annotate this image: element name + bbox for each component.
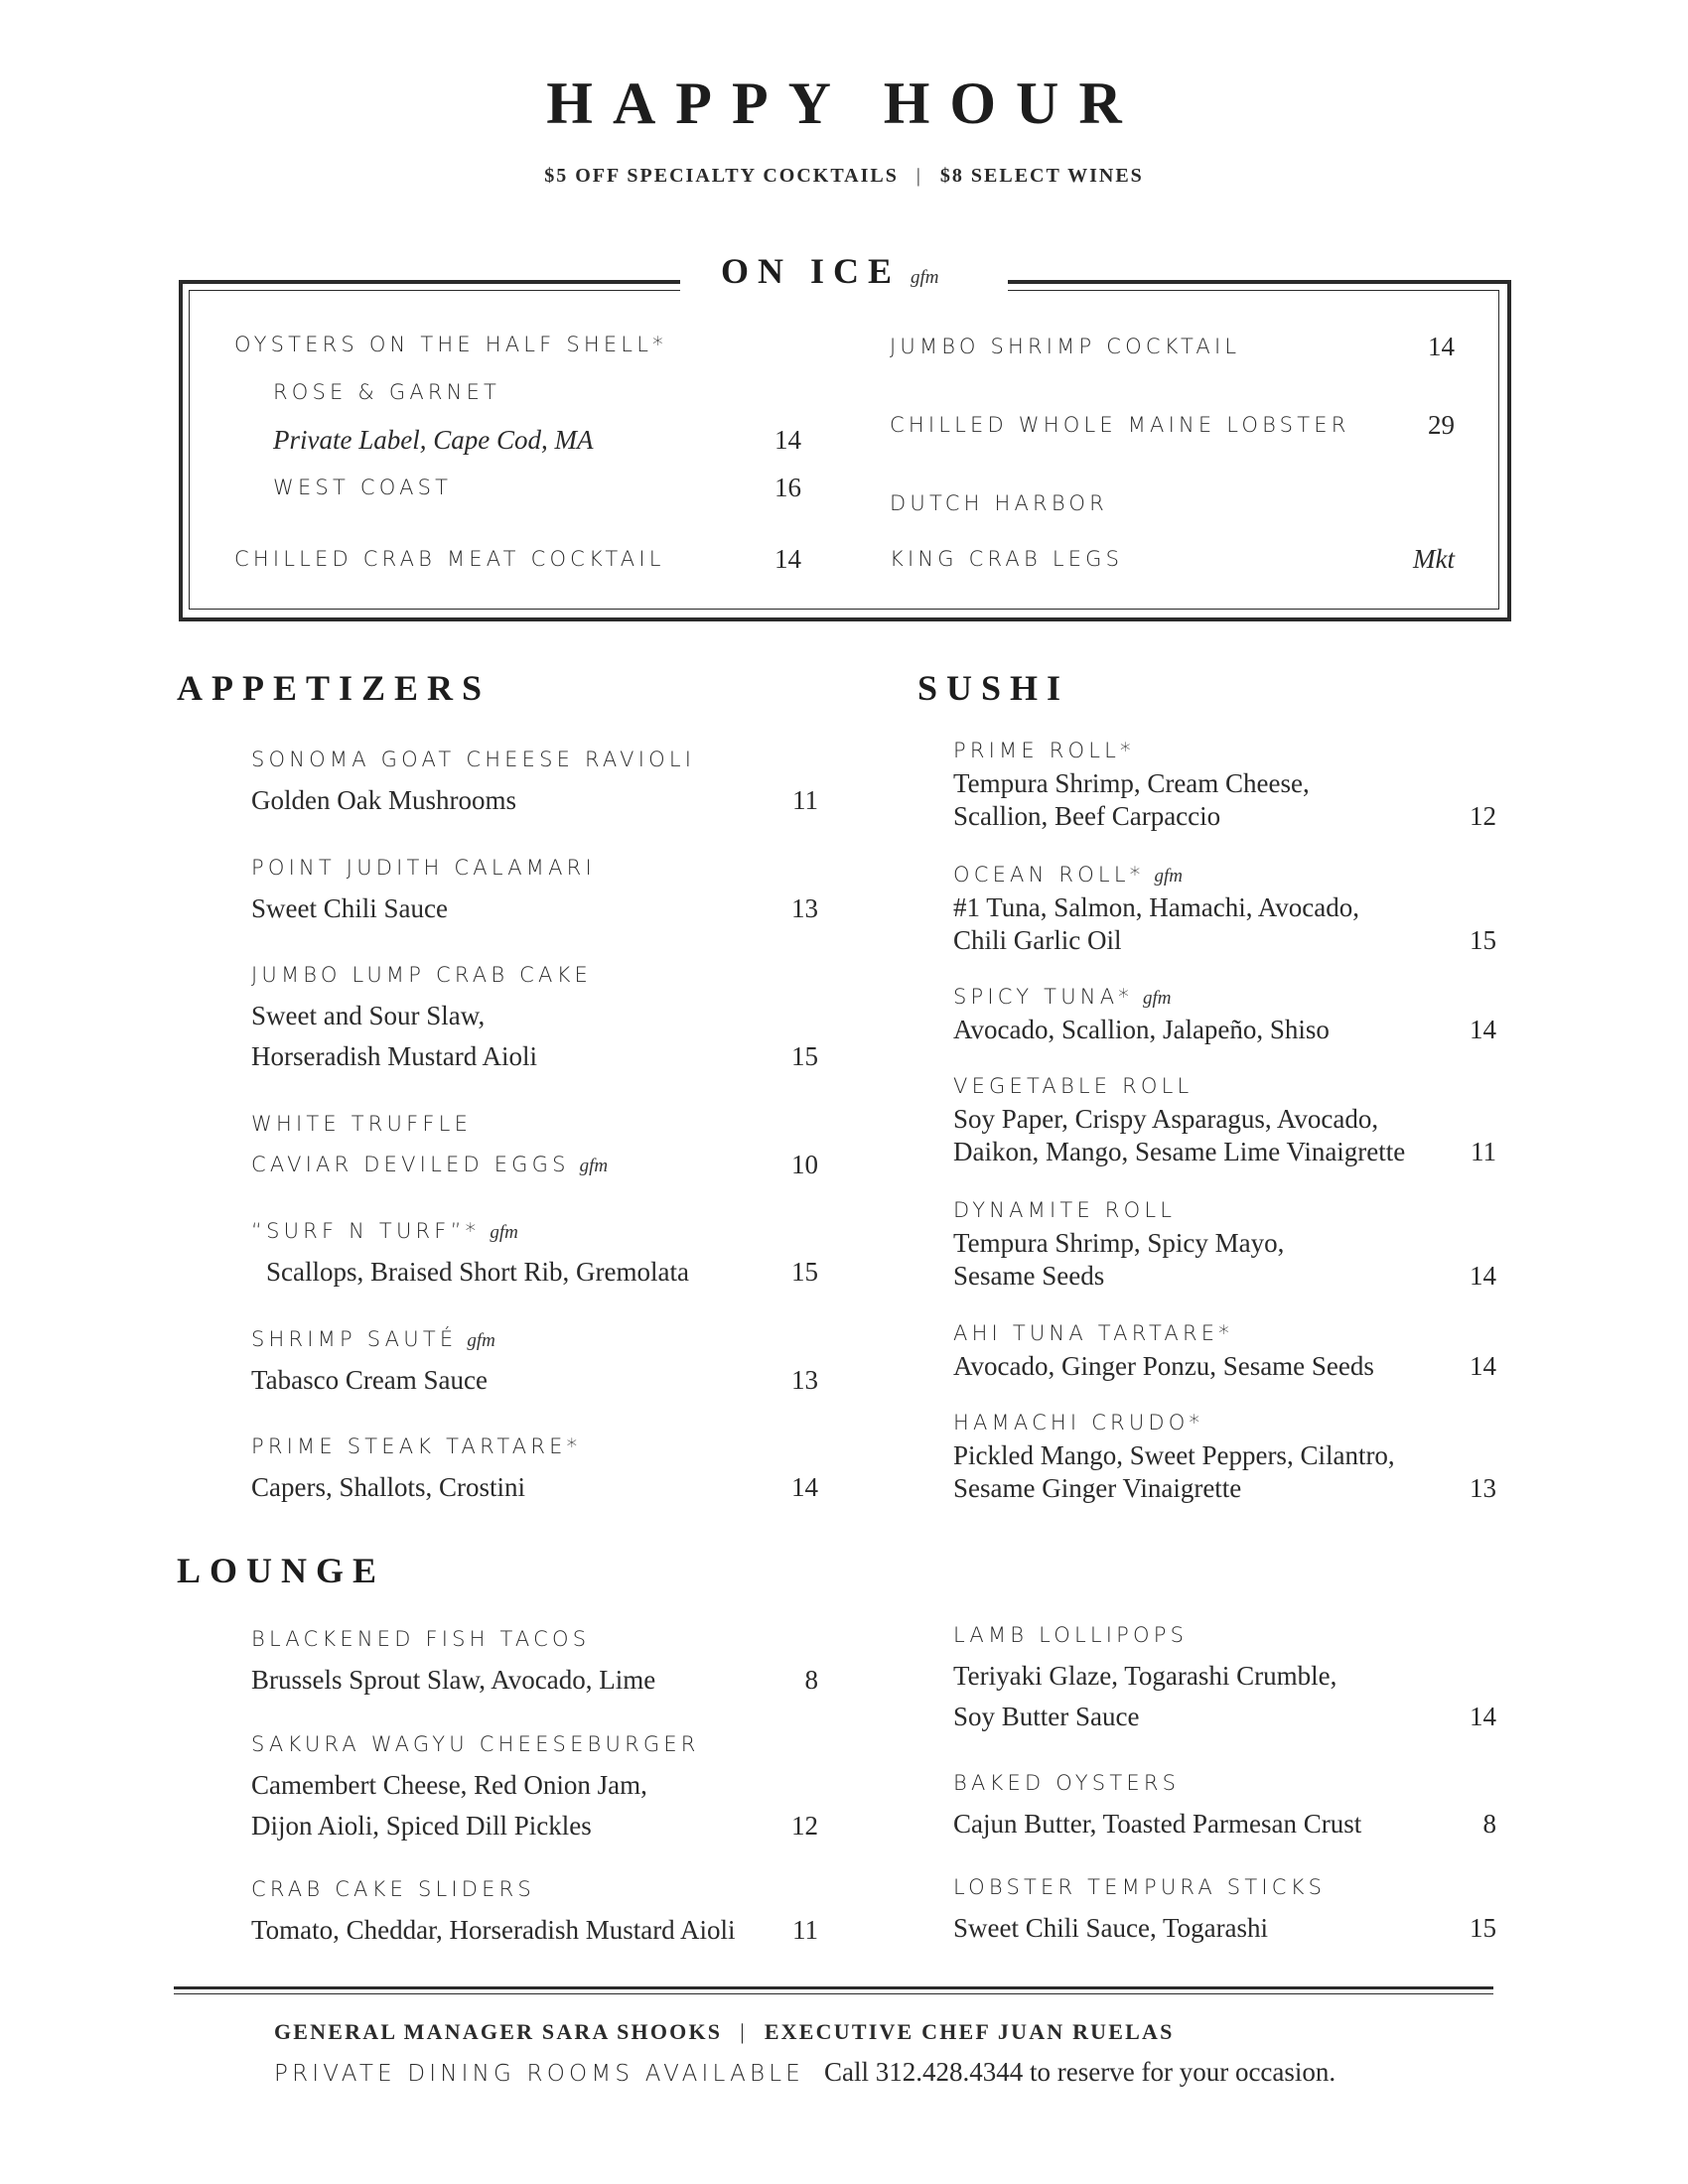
footer-divider (174, 1986, 1493, 1989)
item-price: 29 (1428, 410, 1455, 440)
item-desc: Teriyaki Glaze, Togarashi Crumble, (953, 1661, 1337, 1691)
section-appetizers: APPETIZERS (177, 668, 492, 708)
item-price: 8 (1482, 1809, 1496, 1839)
happy-hour-offers (0, 165, 1688, 188)
item-price: 10 (791, 1150, 818, 1179)
item-desc: Avocado, Scallion, Jalapeño, Shiso (953, 1015, 1330, 1044)
item-name: SONOMA GOAT CHEESE RAVIOLI (251, 748, 696, 771)
item-desc: Tempura Shrimp, Cream Cheese, (953, 768, 1310, 798)
item-name: PRIME STEAK TARTARE* (251, 1434, 582, 1458)
item-price: 15 (791, 1257, 818, 1287)
item-price: 15 (1470, 925, 1496, 955)
menu-item (251, 1211, 818, 1293)
menu-item (953, 1615, 1496, 1737)
menu-item (953, 1070, 1496, 1168)
item-price: 14 (791, 1472, 818, 1502)
item-desc: Soy Paper, Crispy Asparagus, Avocado, (953, 1104, 1379, 1134)
item-desc: Pickled Mango, Sweet Peppers, Cilantro, (953, 1440, 1395, 1470)
item-name: BAKED OYSTERS (953, 1771, 1181, 1795)
variety-name: WEST COAST (273, 476, 453, 499)
item-price: 12 (1470, 801, 1496, 831)
menu-item (251, 955, 818, 1077)
item-price: 8 (804, 1665, 818, 1695)
menu-item-shrimp-cocktail (890, 323, 1455, 370)
item-name: POINT JUDITH CALAMARI (251, 856, 596, 880)
item-desc: Brussels Sprout Slaw, Avocado, Lime (251, 1665, 656, 1695)
item-desc: Dijon Aioli, Spiced Dill Pickles (251, 1811, 592, 1841)
item-desc: Sweet Chili Sauce, Togarashi (953, 1913, 1269, 1943)
item-price: 15 (791, 1041, 818, 1071)
item-price: 13 (1470, 1473, 1496, 1503)
item-desc: Horseradish Mustard Aioli (251, 1041, 537, 1071)
item-name: VEGETABLE ROLL (953, 1074, 1194, 1098)
item-name: LOBSTER TEMPURA STICKS (953, 1875, 1327, 1899)
menu-item (953, 1867, 1496, 1949)
item-price: Mkt (1413, 544, 1455, 574)
menu-item (251, 848, 818, 929)
gfm-tag: gfm (467, 1330, 495, 1351)
menu-item (251, 1319, 818, 1401)
variety-name: ROSE & GARNET (273, 380, 501, 404)
item-desc: Golden Oak Mushrooms (251, 785, 516, 815)
item-name: JUMBO LUMP CRAB CAKE (251, 963, 593, 987)
item-price: 14 (1470, 1702, 1496, 1731)
menu-item-lobster (890, 401, 1455, 449)
reservation-phone[interactable]: Call 312.428.4344 to reserve for your occasion. (824, 2057, 1336, 2087)
menu-item (953, 859, 1496, 957)
separator: | (915, 165, 922, 187)
gfm-tag: gfm (1142, 988, 1172, 1009)
item-name: BLACKENED FISH TACOS (251, 1627, 591, 1651)
menu-item (251, 1724, 818, 1846)
item-price: 14 (774, 544, 801, 574)
section-lounge: LOUNGE (177, 1551, 386, 1590)
item-price: 14 (774, 425, 801, 455)
footer-staff (274, 2019, 1175, 2045)
executive-chef: EXECUTIVE CHEF JUAN RUELAS (764, 2019, 1175, 2044)
menu-item (953, 1763, 1496, 1844)
item-desc: Sweet Chili Sauce (251, 893, 448, 923)
item-desc: Camembert Cheese, Red Onion Jam, (251, 1770, 647, 1800)
variety-row (234, 416, 801, 464)
item-desc: Sweet and Sour Slaw, (251, 1001, 486, 1030)
item-name: LAMB LOLLIPOPS (953, 1623, 1189, 1647)
menu-item (251, 1427, 818, 1508)
item-desc: Soy Butter Sauce (953, 1702, 1140, 1731)
item-price: 13 (791, 893, 818, 923)
item-price: 16 (774, 473, 801, 502)
item-name: OCEAN ROLL* (953, 863, 1145, 887)
item-name: SAKURA WAGYU CHEESEBURGER (251, 1732, 700, 1756)
item-price: 12 (791, 1811, 818, 1841)
section-on-ice (721, 250, 939, 292)
menu-item (953, 1317, 1496, 1383)
item-name: CHILLED CRAB MEAT COCKTAIL (234, 547, 665, 571)
item-name-2: CAVIAR DEVILED EGGS (251, 1153, 570, 1176)
section-sushi: SUSHI (917, 668, 1070, 708)
item-price: 11 (792, 1915, 818, 1945)
item-name: JUMBO SHRIMP COCKTAIL (890, 335, 1241, 358)
private-dining-label: PRIVATE DINING ROOMS AVAILABLE (274, 2061, 805, 2087)
item-desc: Sesame Seeds (953, 1261, 1105, 1291)
menu-item-oysters (234, 321, 801, 511)
gfm-tag: gfm (1154, 866, 1183, 887)
item-name: DUTCH HARBOR (890, 491, 1108, 515)
item-name: CHILLED WHOLE MAINE LOBSTER (890, 413, 1350, 437)
item-desc: Cajun Butter, Toasted Parmesan Crust (953, 1809, 1362, 1839)
variety-row (234, 464, 801, 511)
item-desc: Capers, Shallots, Crostini (251, 1472, 525, 1502)
item-desc: #1 Tuna, Salmon, Hamachi, Avocado, (953, 892, 1359, 922)
menu-item (953, 1407, 1496, 1505)
item-price: 15 (1470, 1913, 1496, 1943)
item-desc: Avocado, Ginger Ponzu, Sesame Seeds (953, 1351, 1374, 1381)
item-desc: Scallops, Braised Short Rib, Gremolata (266, 1257, 689, 1287)
wine-offer: $8 SELECT WINES (939, 165, 1144, 187)
menu-item (953, 1194, 1496, 1293)
item-name: AHI TUNA TARTARE* (953, 1321, 1233, 1345)
item-name-2: KING CRAB LEGS (890, 547, 1124, 571)
item-desc: Sesame Ginger Vinaigrette (953, 1473, 1242, 1503)
variety-note: Private Label, Cape Cod, MA (273, 425, 594, 455)
item-name: WHITE TRUFFLE (251, 1112, 473, 1136)
item-price: 14 (1470, 1261, 1496, 1291)
footer-divider-thin (174, 1993, 1493, 1994)
menu-item (251, 1869, 818, 1951)
item-price: 11 (792, 785, 818, 815)
cocktail-offer: $5 OFF SPECIALTY COCKTAILS (544, 165, 899, 187)
item-price: 14 (1470, 1015, 1496, 1044)
item-name: OYSTERS ON THE HALF SHELL* (234, 333, 667, 356)
gfm-tag: gfm (579, 1156, 609, 1176)
menu-item-king-crab (890, 479, 1455, 583)
menu-item (953, 981, 1496, 1046)
separator: | (740, 2019, 747, 2044)
footer-private-dining (274, 2057, 1336, 2088)
menu-item (251, 1619, 818, 1701)
item-name: SHRIMP SAUTÉ (251, 1327, 458, 1351)
item-price: 14 (1428, 332, 1455, 361)
general-manager: GENERAL MANAGER SARA SHOOKS (274, 2019, 723, 2044)
page-title: HAPPY HOUR (546, 70, 1142, 136)
item-name: PRIME ROLL* (953, 739, 1135, 762)
menu-item (251, 1104, 818, 1185)
item-name: HAMACHI CRUDO* (953, 1411, 1204, 1434)
item-name: CRAB CAKE SLIDERS (251, 1877, 535, 1901)
menu-item (953, 735, 1496, 833)
item-desc: Scallion, Beef Carpaccio (953, 801, 1221, 831)
gfm-tag: gfm (490, 1222, 518, 1243)
item-desc: Chili Garlic Oil (953, 925, 1122, 955)
item-desc: Tomato, Cheddar, Horseradish Mustard Aioli (251, 1915, 736, 1945)
section-title: ON ICE (721, 251, 902, 291)
item-price: 14 (1470, 1351, 1496, 1381)
item-desc: Tempura Shrimp, Spicy Mayo, (953, 1228, 1285, 1258)
item-name: DYNAMITE ROLL (953, 1198, 1177, 1222)
menu-item (251, 740, 818, 821)
item-desc: Tabasco Cream Sauce (251, 1365, 489, 1395)
item-name: SPICY TUNA* (953, 985, 1133, 1009)
item-price: 13 (791, 1365, 818, 1395)
item-price: 11 (1471, 1137, 1496, 1166)
item-desc: Daikon, Mango, Sesame Lime Vinaigrette (953, 1137, 1406, 1166)
item-name: “SURF N TURF”* (251, 1219, 481, 1243)
gfm-tag: gfm (911, 267, 939, 288)
menu-item-crab-meat (234, 535, 801, 583)
